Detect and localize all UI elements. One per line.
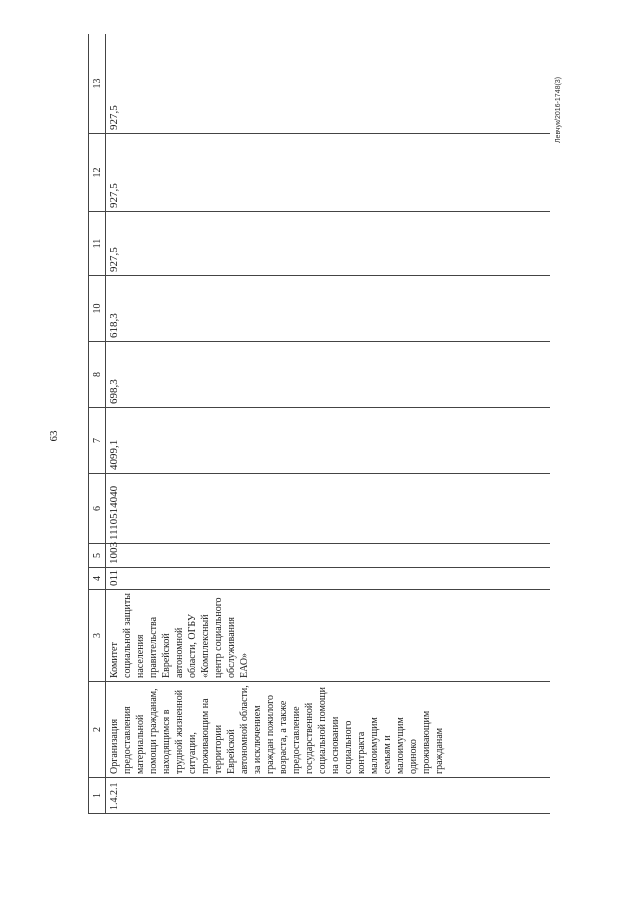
cell-ministry-code: 011	[106, 568, 551, 590]
cell-col-10: 618,3	[106, 276, 551, 342]
header-col-8: 8	[89, 342, 106, 408]
page-number: 63	[48, 430, 60, 442]
header-col-5: 5	[89, 544, 106, 568]
document-stamp	[555, 40, 567, 180]
cell-activity-name: Организация предоставления материальной помощи гражданам, находящимся в трудной жизненной ситуации, проживающим на территории Еврейской автономной области, за исключением граждан пожилого возраста, а также предоставление государственной социальной помощи на основании социального контракта малоимущим семьям и малоимущим одиноко проживающим гражданам	[106, 682, 551, 778]
header-col-13: 13	[89, 34, 106, 134]
stamp-text: Левчук/2016-1748(3)	[555, 76, 562, 144]
cell-col-12: 927,5	[106, 134, 551, 212]
cell-col-13: 927,5	[106, 34, 551, 134]
cell-item-number: 1.4.2.1	[106, 778, 551, 814]
cell-target-code: 1110514040	[106, 474, 551, 544]
cell-executor: Комитет социальной защиты населения правительства Еврейской автономной области, ОГБУ «Комплексный центр социального обслуживания ЕАО»	[106, 590, 551, 682]
header-col-10: 10	[89, 276, 106, 342]
table-container	[88, 34, 550, 814]
cell-col-8: 698,3	[106, 342, 551, 408]
budget-table	[88, 34, 550, 814]
cell-total: 4099,1	[106, 408, 551, 474]
header-col-6: 6	[89, 474, 106, 544]
cell-col-11: 927,5	[106, 212, 551, 276]
header-col-2: 2	[89, 682, 106, 778]
header-col-3: 3	[89, 590, 106, 682]
header-row	[89, 34, 106, 814]
header-col-4: 4	[89, 568, 106, 590]
header-col-11: 11	[89, 212, 106, 276]
cell-section-code: 1003	[106, 544, 551, 568]
header-col-12: 12	[89, 134, 106, 212]
table-row	[106, 34, 551, 814]
header-col-1: 1	[89, 778, 106, 814]
header-col-7: 7	[89, 408, 106, 474]
